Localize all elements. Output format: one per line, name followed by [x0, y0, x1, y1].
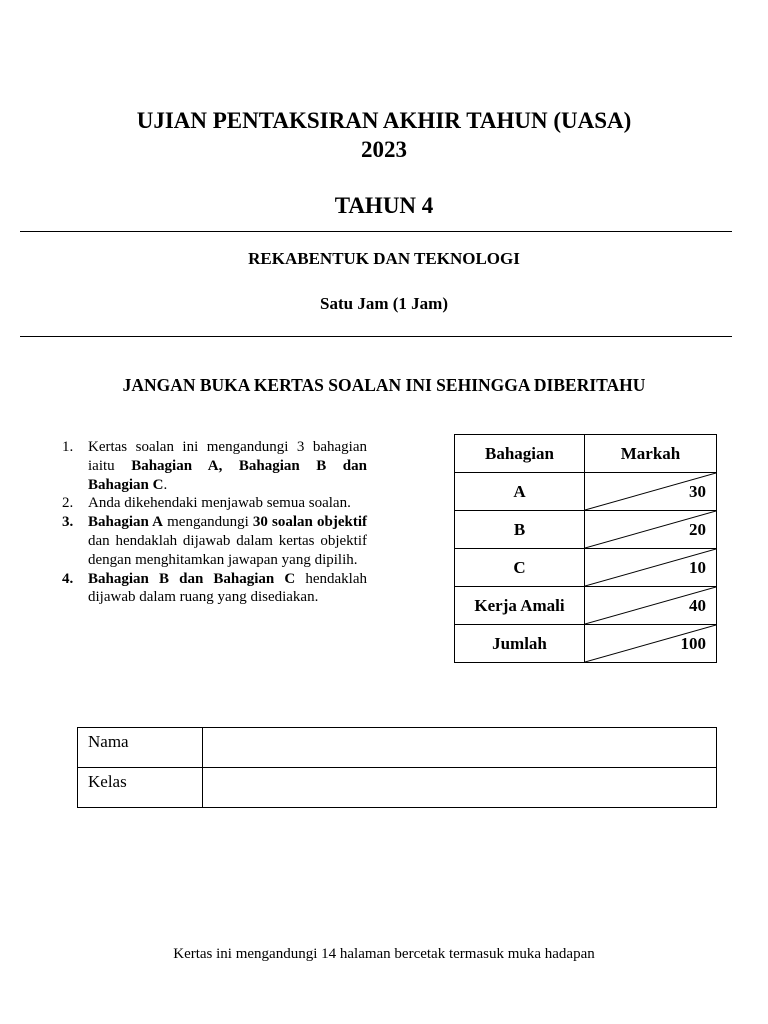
section-name: C: [455, 549, 585, 587]
page-count-note: Kertas ini mengandungi 14 halaman bercetak termasuk muka hadapan: [173, 946, 595, 962]
warning-text: JANGAN BUKA KERTAS SOALAN INI SEHINGGA DIBERITAHU: [122, 375, 646, 395]
exam-year: 2023: [361, 137, 407, 162]
marks-row: [455, 473, 717, 511]
duration: Satu Jam (1 Jam): [320, 294, 448, 313]
section-marks: 10: [689, 557, 706, 577]
section-marks-cell: [585, 587, 717, 625]
instruction-number: 4.: [62, 570, 74, 587]
marks-row: [455, 625, 717, 663]
instruction-text: Bahagian A: [88, 514, 163, 531]
marks-table-header: [455, 435, 717, 473]
section-marks: 100: [680, 633, 706, 653]
name-label: Nama: [78, 728, 203, 768]
instruction-text: .: [163, 476, 168, 493]
marks-table: [454, 434, 717, 663]
section-marks: 20: [689, 519, 706, 539]
exam-title: UJIAN PENTAKSIRAN AKHIR TAHUN (UASA): [136, 108, 632, 133]
section-marks-cell: [585, 473, 717, 511]
section-marks-cell: [585, 549, 717, 587]
subject-title: REKABENTUK DAN TEKNOLOGI: [248, 249, 520, 268]
section-name: Jumlah: [455, 625, 585, 663]
instruction-item: [62, 570, 367, 608]
class-row: [78, 768, 717, 808]
instruction-number: 3.: [62, 514, 74, 531]
instruction-text: hendaklah dijawab dalam ruang yang disediakan.: [88, 570, 367, 606]
grade-level: TAHUN 4: [334, 193, 434, 218]
instruction-text: mengandungi: [163, 514, 253, 531]
section-name: Kerja Amali: [455, 587, 585, 625]
marks-row: [455, 587, 717, 625]
instruction-text: Anda dikehendaki menjawab semua soalan.: [88, 495, 351, 512]
instruction-number: 1.: [62, 439, 74, 455]
section-name: A: [455, 473, 585, 511]
instruction-item: [62, 513, 367, 569]
marks-row: [455, 549, 717, 587]
student-info-table: [77, 727, 717, 808]
instruction-text: Kertas soalan ini mengandungi 3 bahagian iaitu: [88, 439, 367, 474]
instruction-text: 30 soalan objektif: [252, 514, 367, 531]
header-bahagian: Bahagian: [455, 435, 585, 473]
section-marks: 30: [689, 481, 706, 501]
instruction-text: dan hendaklah dijawab dalam kertas objektif dengan menghitamkan jawapan yang dipilih.: [88, 532, 367, 568]
instruction-item: [62, 494, 367, 513]
name-field[interactable]: [203, 728, 717, 768]
class-label: Kelas: [78, 768, 203, 808]
instruction-item: [62, 438, 367, 494]
instruction-number: 2.: [62, 495, 74, 512]
marks-row: [455, 511, 717, 549]
section-marks: 40: [689, 595, 706, 615]
name-row: [78, 728, 717, 768]
divider: [20, 336, 732, 337]
instruction-text: Bahagian A, Bahagian B dan Bahagian C: [88, 457, 367, 493]
divider: [20, 231, 732, 232]
instruction-text: Bahagian B dan Bahagian C: [88, 570, 296, 587]
section-marks-cell: [585, 625, 717, 663]
instructions-list: [62, 438, 367, 607]
section-name: B: [455, 511, 585, 549]
class-field[interactable]: [203, 768, 717, 808]
header-markah: Markah: [585, 435, 717, 473]
section-marks-cell: [585, 511, 717, 549]
